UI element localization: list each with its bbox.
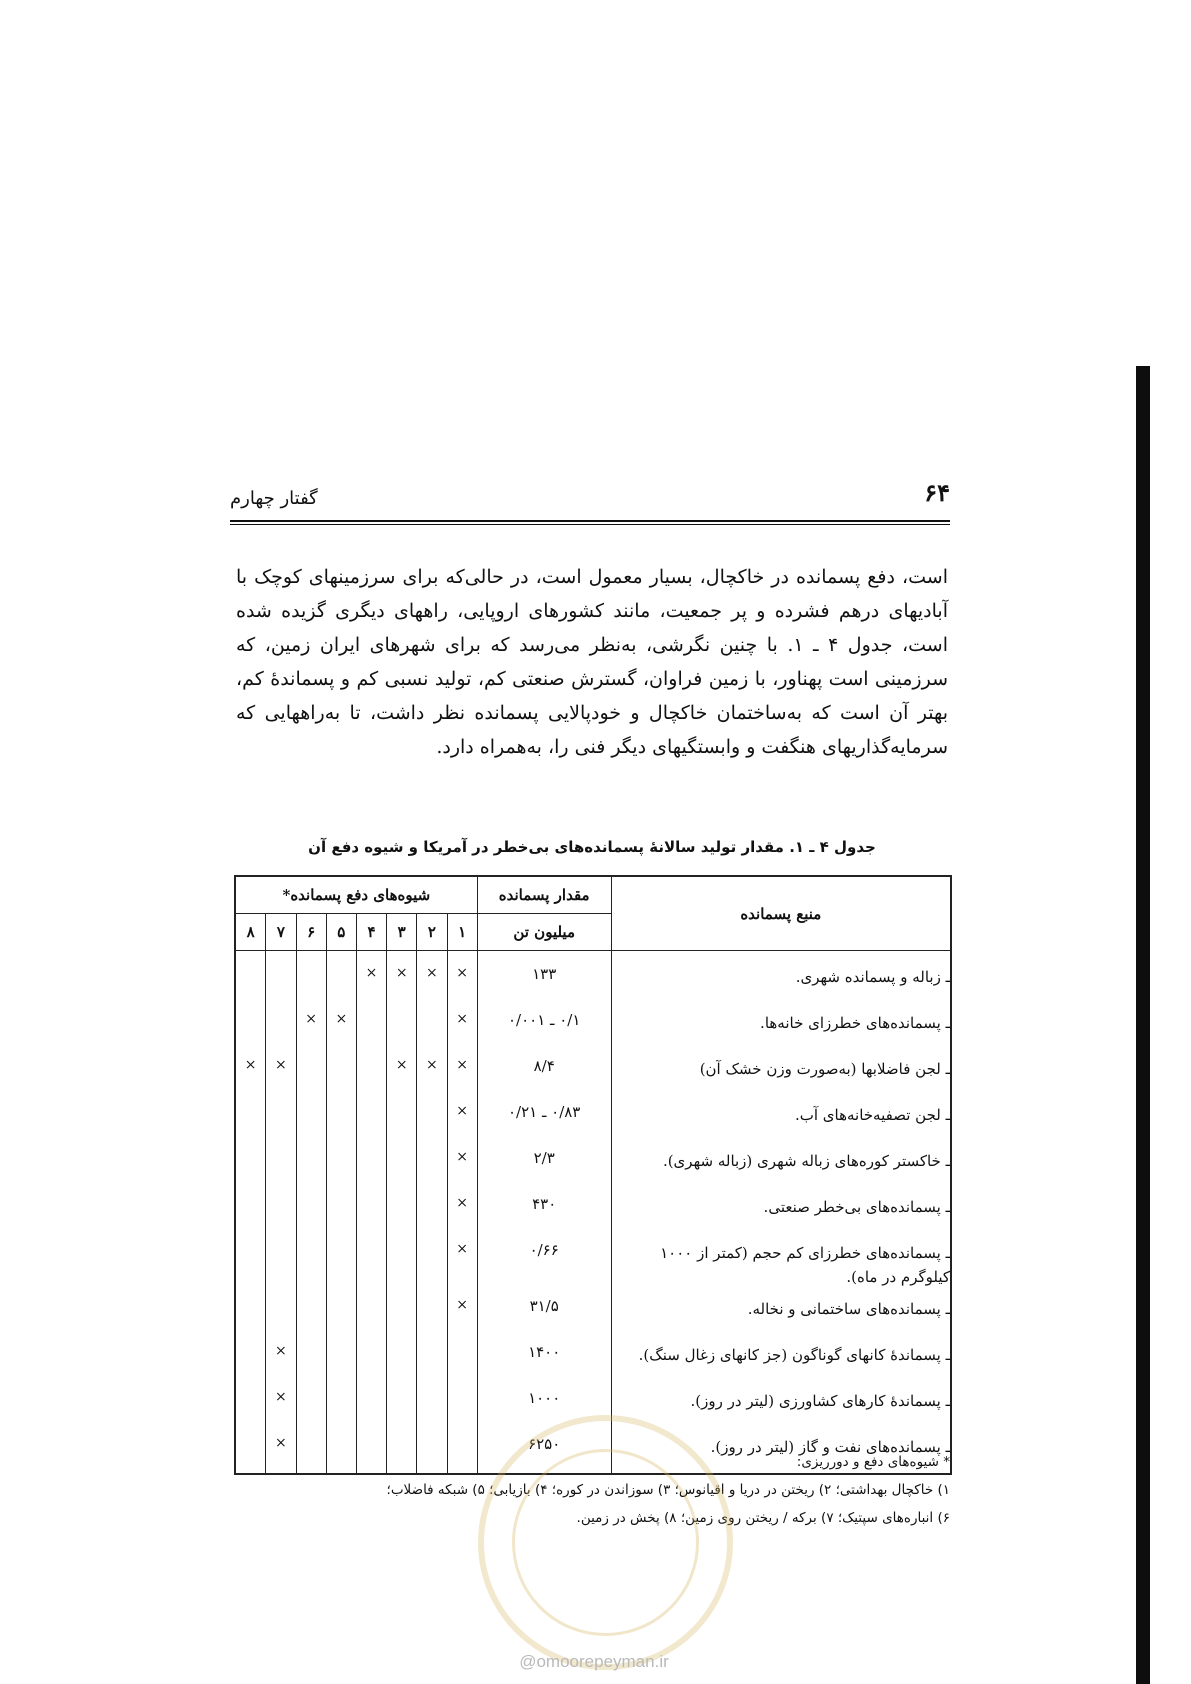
cell-method-mark: × (387, 1049, 417, 1095)
cell-source: ـ لجن تصفیه‌خانه‌های آب. (611, 1095, 951, 1141)
cell-method-mark (447, 1335, 477, 1381)
cell-method-mark: × (296, 1003, 326, 1049)
cell-method-mark (356, 1289, 386, 1335)
cell-source: ـ پسماندهٔ کارهای کشاورزی (لیتر در روز). (611, 1381, 951, 1427)
cell-method-mark (417, 1003, 447, 1049)
cell-method-mark: × (266, 1381, 296, 1427)
table-row (235, 1233, 951, 1289)
cell-source: ـ پسمانده‌های خطرزای کم حجم (کمتر از ۱۰۰۰ کیلوگرم در ماه). (611, 1233, 951, 1289)
cell-method-mark: × (447, 1003, 477, 1049)
table-row (235, 1335, 951, 1381)
cell-method-mark (235, 1289, 266, 1335)
cell-method-mark: × (266, 1427, 296, 1474)
cell-method-mark (235, 951, 266, 1004)
header-method-number: ۶ (296, 914, 326, 951)
cell-method-mark: × (447, 951, 477, 1004)
cell-amount: ۲/۳ (477, 1141, 611, 1187)
cell-source: ـ پسمانده‌های خطرزای خانه‌ها. (611, 1003, 951, 1049)
cell-method-mark (326, 1289, 356, 1335)
table-row (235, 1003, 951, 1049)
table-row (235, 1289, 951, 1335)
cell-amount: ۱۳۳ (477, 951, 611, 1004)
cell-method-mark: × (447, 1289, 477, 1335)
cell-amount: ۰/۱ ـ ۰/۰۰۱ (477, 1003, 611, 1049)
header-amount: مقدار پسمانده (477, 876, 611, 914)
table-row (235, 1095, 951, 1141)
cell-method-mark (235, 1003, 266, 1049)
header-methods: شیوه‌های دفع پسمانده* (235, 876, 477, 914)
cell-method-mark (417, 1187, 447, 1233)
cell-method-mark (417, 1289, 447, 1335)
cell-source: ـ پسماندهٔ کانهای گوناگون (جز کانهای زغال سنگ). (611, 1335, 951, 1381)
cell-method-mark (356, 1335, 386, 1381)
cell-method-mark (356, 1003, 386, 1049)
cell-method-mark (326, 1095, 356, 1141)
cell-method-mark: × (447, 1187, 477, 1233)
cell-method-mark (417, 1381, 447, 1427)
cell-method-mark (266, 1187, 296, 1233)
cell-method-mark (326, 1335, 356, 1381)
header-rule (230, 520, 950, 525)
table-row (235, 951, 951, 1004)
cell-method-mark (356, 1049, 386, 1095)
cell-method-mark (266, 1289, 296, 1335)
cell-method-mark (296, 1289, 326, 1335)
cell-method-mark (326, 1187, 356, 1233)
cell-method-mark (266, 1233, 296, 1289)
cell-method-mark (387, 1003, 417, 1049)
page-number: ۶۴ (924, 478, 950, 507)
paragraph-text: است، دفع پسمانده در خاکچال، بسیار معمول است، در حالی‌که برای سرزمینهای کوچک با آبادیهای درهم فشرده و پر جمعیت، مانند کشورهای اروپایی، راههای دیگری گزیده شده است، جدول ۴ ـ ۱. با چنین نگرشی، به‌نظر می‌رسد که برای شهرهای ایران زمین، که سرزمینی است پهناور، با زمین فراوان، گسترش صنعتی کم، تولید نسبی کم و پسماندهٔ کم، بهتر آن است که به‌ساختمان خاکچال و خودپالایی پسمانده نظر داشت، تا به‌راههایی که سرمایه‌گذاریهای هنگفت و وابستگیهای دیگر فنی را، به‌همراه دارد. (236, 566, 948, 758)
table-row (235, 1141, 951, 1187)
table-row (235, 1187, 951, 1233)
cell-method-mark (235, 1095, 266, 1141)
cell-method-mark (417, 1233, 447, 1289)
cell-source: ـ خاکستر کوره‌های زباله شهری (زباله شهری). (611, 1141, 951, 1187)
footnote-line-2: ۶) انباره‌های سپتیک؛ ۷) برکه / ریختن روی زمین؛ ۸) پخش در زمین. (576, 1510, 950, 1526)
cell-method-mark (387, 1187, 417, 1233)
cell-method-mark (235, 1335, 266, 1381)
cell-method-mark (235, 1233, 266, 1289)
cell-method-mark: × (387, 951, 417, 1004)
header-method-number: ۲ (417, 914, 447, 951)
header-method-number: ۱ (447, 914, 477, 951)
cell-method-mark: × (235, 1049, 266, 1095)
cell-method-mark (266, 951, 296, 1004)
cell-method-mark: × (266, 1335, 296, 1381)
header-method-number: ۷ (266, 914, 296, 951)
cell-method-mark (387, 1381, 417, 1427)
scan-edge-bar (1136, 366, 1150, 1684)
cell-method-mark: × (417, 1049, 447, 1095)
header-method-number: ۵ (326, 914, 356, 951)
footnote-line-1: ۱) خاکچال بهداشتی؛ ۲) ریختن در دریا و اقیانوس؛ ۳) سوزاندن در کوره؛ ۴) بازیابی؛ ۵) شبکه فاضلاب؛ (386, 1482, 950, 1498)
cell-method-mark (296, 1049, 326, 1095)
cell-amount: ۶۲۵۰ (477, 1427, 611, 1474)
cell-method-mark (447, 1381, 477, 1427)
cell-method-mark (387, 1095, 417, 1141)
cell-method-mark (235, 1141, 266, 1187)
header-source: منبع پسمانده (611, 876, 951, 951)
cell-method-mark: × (417, 951, 447, 1004)
cell-amount: ۳۱/۵ (477, 1289, 611, 1335)
cell-amount: ۱۴۰۰ (477, 1335, 611, 1381)
cell-amount: ۱۰۰۰ (477, 1381, 611, 1427)
cell-method-mark: × (447, 1233, 477, 1289)
cell-method-mark (417, 1141, 447, 1187)
cell-method-mark (296, 1233, 326, 1289)
body-paragraph (236, 560, 948, 764)
table-body (235, 951, 951, 1475)
cell-method-mark (356, 1141, 386, 1187)
cell-method-mark (387, 1141, 417, 1187)
cell-method-mark (326, 1141, 356, 1187)
cell-amount: ۸/۴ (477, 1049, 611, 1095)
cell-method-mark: × (447, 1141, 477, 1187)
cell-method-mark (326, 1381, 356, 1427)
cell-source: ـ زباله و پسمانده شهری. (611, 951, 951, 1004)
cell-method-mark (356, 1233, 386, 1289)
cell-method-mark: × (447, 1095, 477, 1141)
cell-method-mark (356, 1187, 386, 1233)
watermark-url: @omoorepeyman.ir (519, 1652, 669, 1671)
cell-method-mark (266, 1003, 296, 1049)
cell-method-mark: × (447, 1049, 477, 1095)
cell-source: ـ لجن فاضلابها (به‌صورت وزن خشک آن) (611, 1049, 951, 1095)
cell-method-mark (417, 1335, 447, 1381)
cell-method-mark (417, 1095, 447, 1141)
cell-method-mark (296, 1141, 326, 1187)
cell-method-mark (235, 1187, 266, 1233)
cell-method-mark (326, 1233, 356, 1289)
cell-method-mark (326, 951, 356, 1004)
cell-method-mark (296, 951, 326, 1004)
cell-method-mark (356, 1381, 386, 1427)
cell-method-mark (356, 1095, 386, 1141)
cell-method-mark (387, 1289, 417, 1335)
cell-method-mark (387, 1233, 417, 1289)
cell-amount: ۰/۸۳ ـ ۰/۲۱ (477, 1095, 611, 1141)
cell-method-mark (296, 1335, 326, 1381)
chapter-title: گفتار چهارم (230, 488, 318, 509)
cell-amount: ۰/۶۶ (477, 1233, 611, 1289)
table-caption: جدول ۴ ـ ۱. مقدار تولید سالانهٔ پسمانده‌های بی‌خطر در آمریکا و شیوه دفع آن (308, 838, 876, 856)
cell-method-mark: × (356, 951, 386, 1004)
cell-method-mark (296, 1095, 326, 1141)
cell-method-mark (387, 1335, 417, 1381)
page-header (230, 470, 950, 532)
header-method-number: ۳ (387, 914, 417, 951)
header-method-number: ۴ (356, 914, 386, 951)
cell-method-mark (326, 1049, 356, 1095)
cell-source: ـ پسمانده‌های نفت و گاز (لیتر در روز). (611, 1427, 951, 1474)
watermark-seal-logo (478, 1415, 733, 1670)
cell-method-mark: × (266, 1049, 296, 1095)
cell-method-mark (235, 1381, 266, 1427)
header-unit: میلیون تن (477, 914, 611, 951)
header-method-number: ۸ (235, 914, 266, 951)
cell-method-mark (296, 1187, 326, 1233)
cell-method-mark (266, 1141, 296, 1187)
cell-method-mark: × (326, 1003, 356, 1049)
cell-source: ـ پسمانده‌های بی‌خطر صنعتی. (611, 1187, 951, 1233)
cell-amount: ۴۳۰ (477, 1187, 611, 1233)
footnote-title: * شیوه‌های دفع و دورریزی: (796, 1454, 950, 1470)
cell-source: ـ پسمانده‌های ساختمانی و نخاله. (611, 1289, 951, 1335)
cell-method-mark (296, 1381, 326, 1427)
waste-table (234, 875, 952, 1475)
cell-method-mark (266, 1095, 296, 1141)
table-row (235, 1049, 951, 1095)
